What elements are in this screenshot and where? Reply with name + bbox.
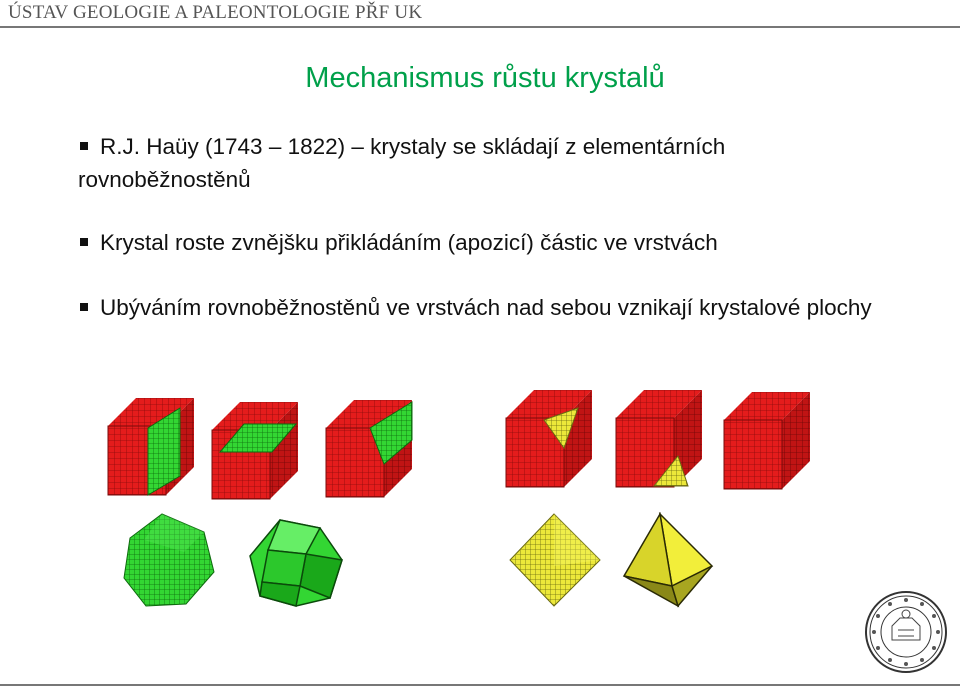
yellow-stepped-octahedron-icon: [510, 514, 600, 606]
bullet-text: Krystal roste zvnějšku přikládáním (apozicí) částic ve vrstvách: [100, 230, 718, 255]
footer-rule: [0, 684, 960, 686]
cube-green-layers-icon: [212, 402, 298, 499]
yellow-octahedron-icon: [624, 514, 712, 606]
bullet-text: Ubýváním rovnoběžnostěnů ve vrstvách nad sebou vznikají krystalové plochy: [100, 295, 872, 320]
cube-yellow-triangle-top-icon: [506, 390, 592, 487]
cube-green-corner-icon: [326, 400, 412, 497]
cube-yellow-triangle-bottom-icon: [616, 390, 702, 487]
cube-green-steps-icon: [108, 398, 194, 495]
university-seal-icon: [866, 592, 946, 672]
cube-red-icon: [724, 392, 810, 489]
green-rhombic-dodecahedron-icon: [250, 520, 342, 606]
green-stepped-polyhedron-icon: [124, 514, 214, 606]
bullet-text: R.J. Haüy (1743 – 1822) – krystaly se skládají z elementárních rovnoběžnostěnů: [78, 134, 726, 192]
institution-header: ÚSTAV GEOLOGIE A PALEONTOLOGIE PŘF UK: [8, 2, 423, 23]
slide-title: Mechanismus růstu krystalů: [305, 62, 665, 94]
